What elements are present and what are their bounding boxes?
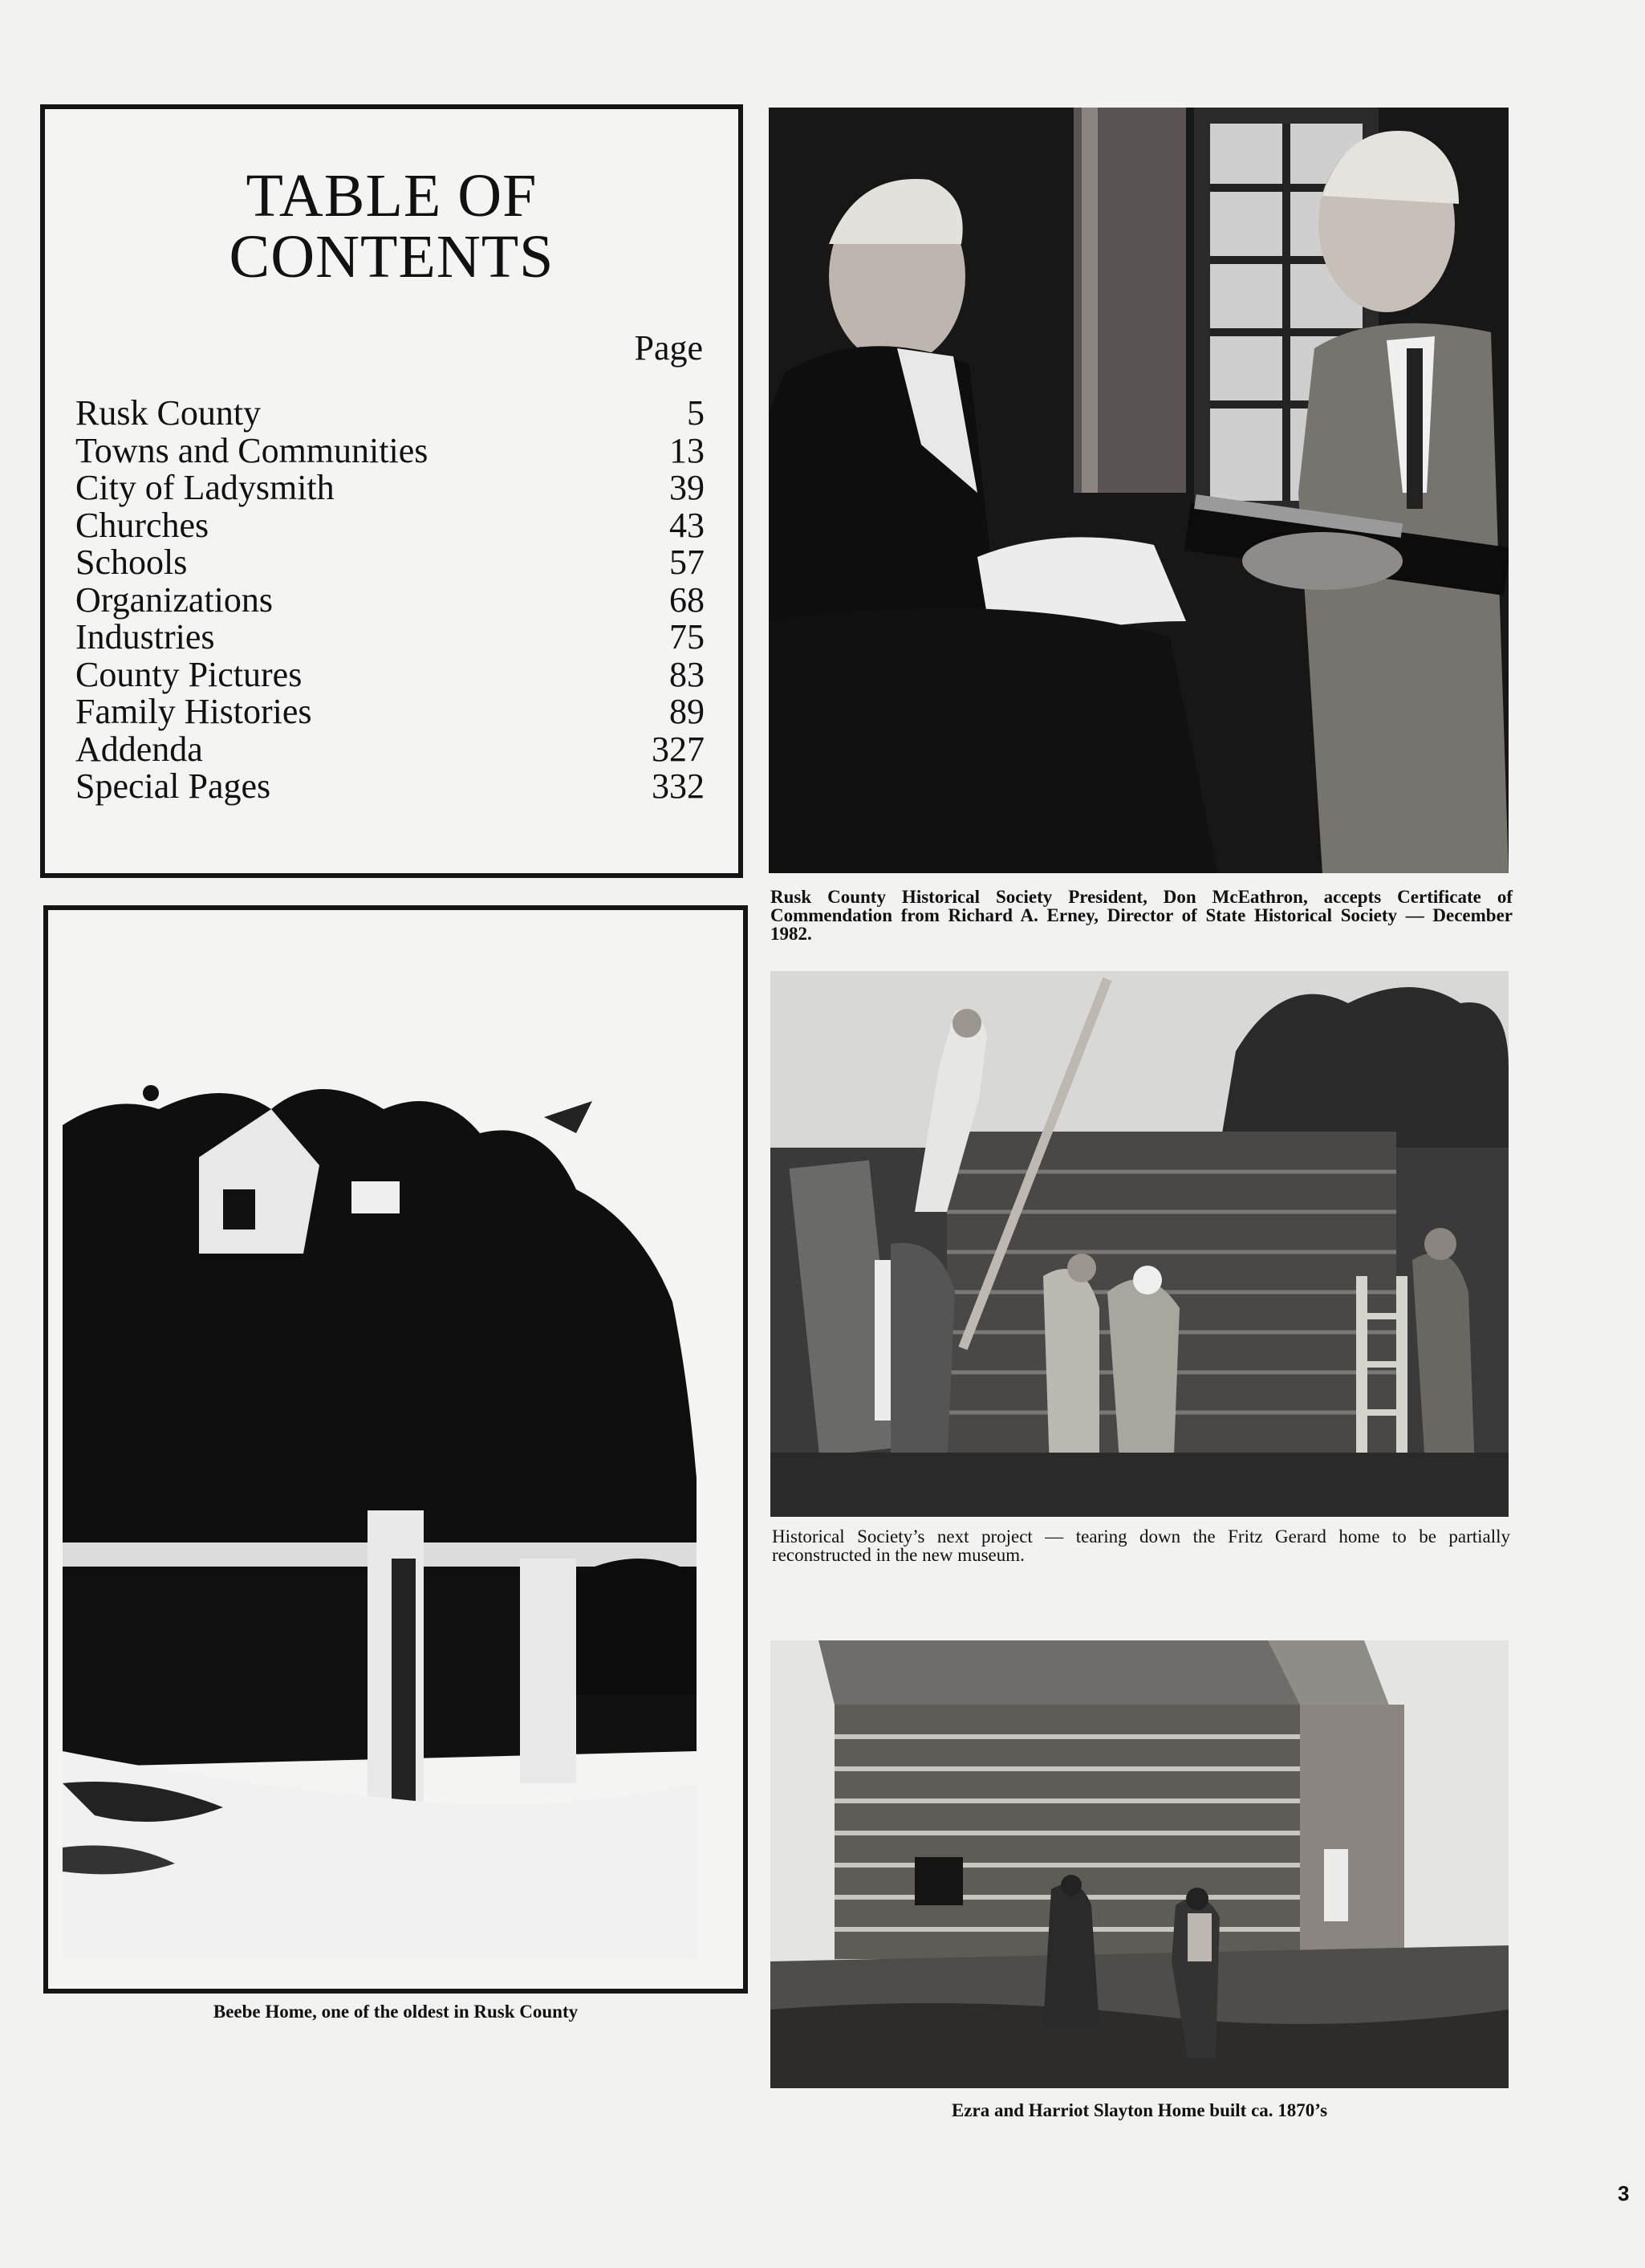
toc-entry [75, 731, 705, 769]
toc-list [75, 395, 705, 806]
slayton-home-photo [770, 1640, 1509, 2088]
ceremony-photo-illustration [769, 108, 1509, 873]
toc-entry-label: Churches [75, 505, 209, 545]
toc-entry-page: 68 [669, 579, 705, 620]
toc-entry [75, 430, 705, 470]
demolition-project-photo [770, 971, 1509, 1517]
toc-entry [75, 544, 705, 582]
toc-entry [75, 469, 705, 507]
toc-entry-label: Rusk County [75, 393, 262, 433]
toc-entry [75, 656, 705, 694]
toc-entry-page: 43 [669, 505, 705, 545]
toc-entry-page: 39 [669, 468, 705, 507]
table-of-contents-box [40, 104, 743, 878]
toc-entry-page: 57 [669, 543, 705, 582]
page-number: 3 [1618, 2181, 1630, 2205]
toc-entry-page: 327 [652, 729, 705, 769]
toc-entry-label: Industries [75, 617, 215, 656]
toc-entry-label: Addenda [75, 729, 203, 769]
toc-entry [75, 579, 705, 620]
ceremony-photo [769, 108, 1509, 873]
toc-title [45, 162, 738, 291]
toc-entry-label: Family Histories [75, 692, 312, 731]
toc-entry-page: 5 [687, 393, 705, 433]
toc-entry [75, 395, 705, 433]
slayton-home-caption: Ezra and Harriot Slayton Home built ca. 1870’s [951, 2100, 1328, 2120]
beebe-home-illustration [63, 1061, 729, 1960]
toc-entry-page: 89 [669, 692, 705, 731]
demolition-project-illustration [770, 971, 1509, 1517]
toc-entry [75, 619, 705, 656]
ceremony-caption: Rusk County Historical Society President, Don McEathron, accepts Certificate of Commendation from Richard A. Erney, Director of State Historical Society — December 1982. [770, 887, 1513, 944]
toc-entry-page: 13 [669, 430, 705, 470]
toc-entry [75, 693, 705, 731]
toc-entry-label: Towns and Communities [75, 430, 429, 470]
beebe-home-photo [63, 1061, 729, 1960]
toc-entry-label: City of Ladysmith [75, 468, 335, 507]
toc-entry-page: 332 [652, 766, 705, 806]
slayton-home-illustration [770, 1640, 1509, 2088]
beebe-home-caption: Beebe Home, one of the oldest in Rusk County [213, 2002, 579, 2022]
toc-title-line1: TABLE OF [246, 162, 538, 230]
toc-entry-label: Schools [75, 543, 188, 582]
toc-title-line2: CONTENTS [229, 223, 554, 291]
toc-entry-page: 75 [669, 617, 705, 656]
demolition-project-caption: Historical Society’s next project — tearing down the Fritz Gerard home to be partially reconstructed in the new museum. [772, 1526, 1510, 1565]
toc-entry [75, 768, 705, 806]
toc-entry [75, 507, 705, 545]
toc-entry-label: Special Pages [75, 766, 271, 806]
toc-entry-label: Organizations [75, 579, 274, 620]
toc-entry-page: 83 [669, 654, 705, 694]
beebe-home-frame [43, 905, 748, 1994]
toc-page-column-label: Page [634, 328, 703, 368]
toc-entry-label: County Pictures [75, 654, 303, 694]
